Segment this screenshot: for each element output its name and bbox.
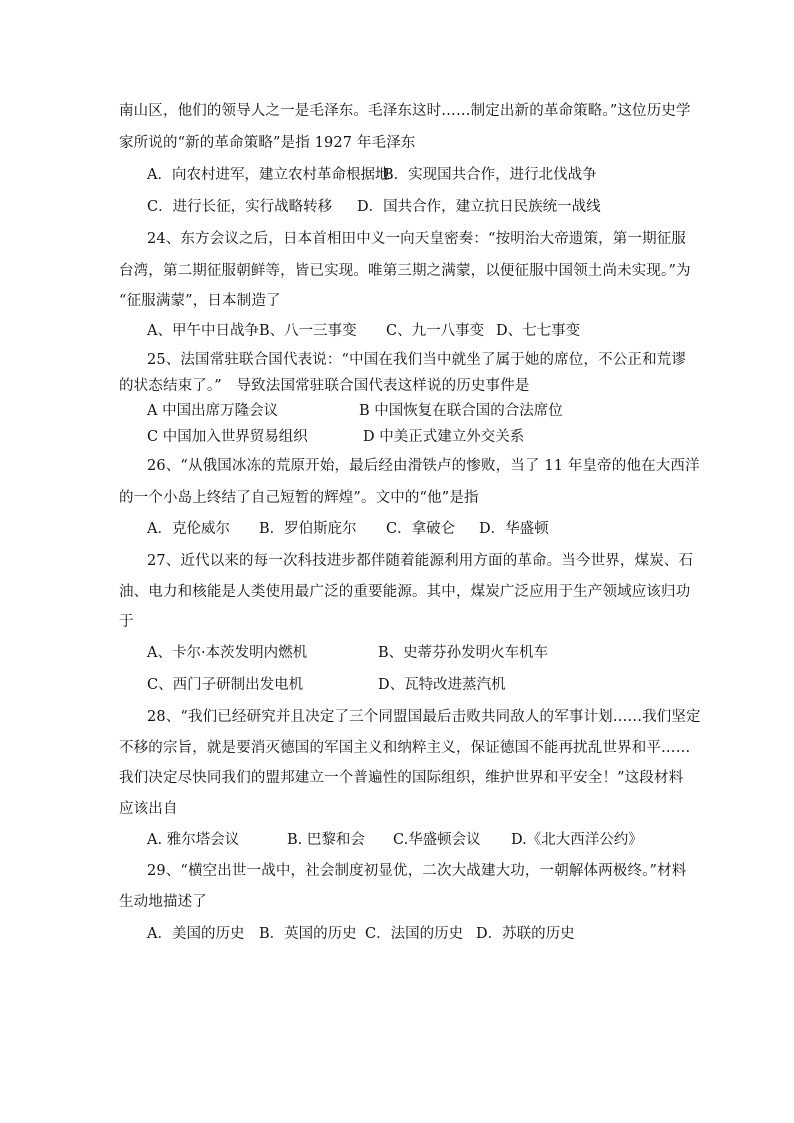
question-25-option-a: A 中国出席万隆会议 bbox=[147, 403, 279, 419]
question-24-option-d: D、七七事变 bbox=[496, 323, 581, 339]
question-25-option-b: B 中国恢复在联合国的合法席位 bbox=[359, 403, 563, 419]
question-29-stem: 生动地描述了 bbox=[119, 894, 207, 910]
question-23-option-a: A．向农村进军，建立农村革命根据地 bbox=[147, 167, 390, 183]
question-28-stem: 我们决定尽快同我们的盟邦建立一个普遍性的国际组织，维护世界和平安全！”这段材料 bbox=[119, 770, 684, 786]
question-23-text-line: 家所说的“新的革命策略”是指 1927 年毛泽东 bbox=[119, 135, 416, 151]
question-28-option-a: A. 雅尔塔会议 bbox=[147, 832, 240, 848]
question-27-option-c: C、西门子研制出发电机 bbox=[147, 677, 304, 693]
question-26-stem: 26、“从俄国冰冻的荒原开始，最后经由滑铁卢的惨败，当了 11 年皇帝的他在大西洋 bbox=[147, 458, 700, 474]
question-27-stem: 于 bbox=[119, 614, 134, 630]
question-29-option-a: A．美国的历史 bbox=[147, 926, 245, 942]
question-24-option-a: A、甲午中日战争 bbox=[147, 323, 259, 339]
question-26-stem: 的一个小岛上终结了自己短暂的辉煌”。文中的“他”是指 bbox=[119, 490, 479, 506]
question-29-option-d: D．苏联的历史 bbox=[476, 926, 575, 942]
question-27-option-d: D、瓦特改进蒸汽机 bbox=[378, 677, 506, 693]
question-28-option-b: B. 巴黎和会 bbox=[287, 832, 365, 848]
question-23-option-c: C．进行长征，实行战略转移 bbox=[147, 199, 333, 215]
question-23-option-d: D．国共合作，建立抗日民族统一战线 bbox=[357, 199, 601, 215]
question-24-option-c: C、九一八事变 bbox=[386, 323, 485, 339]
question-24-option-b: B、八一三事变 bbox=[259, 323, 357, 339]
question-23-option-b: B．实现国共合作，进行北伐战争 bbox=[383, 167, 597, 183]
question-26-option-b: B．罗伯斯庇尔 bbox=[259, 521, 357, 537]
question-26-option-a: A．克伦威尔 bbox=[147, 521, 230, 537]
question-27-option-a: A、卡尔·本茨发明内燃机 bbox=[147, 645, 308, 661]
question-28-stem: 应该出自 bbox=[119, 801, 178, 817]
question-25-option-c: C 中国加入世界贸易组织 bbox=[147, 429, 308, 445]
question-24-stem: “征服满蒙”，日本制造了 bbox=[119, 293, 281, 309]
question-25-stem: 25、法国常驻联合国代表说：“中国在我们当中就坐了属于她的席位，不公正和荒谬 bbox=[147, 352, 687, 368]
question-24-stem: 24、东方会议之后，日本首相田中义一向天皇密奏：“按明治大帝遗策，第一期征服 bbox=[147, 231, 687, 247]
question-29-option-c: C．法国的历史 bbox=[365, 926, 464, 942]
question-28-option-d: D.《北大西洋公约》 bbox=[511, 832, 643, 848]
question-29-stem: 29、“横空出世一战中，社会制度初显优，二次大战建大功，一朝解体两极终。”材料 bbox=[147, 863, 687, 879]
question-26-option-d: D．华盛顿 bbox=[479, 521, 549, 537]
question-27-option-b: B、史蒂芬孙发明火车机车 bbox=[378, 645, 549, 661]
question-28-stem: 28、“我们已经研究并且决定了三个同盟国最后击败共同敌人的军事计划……我们坚定 bbox=[147, 709, 701, 725]
question-26-option-c: C．拿破仑 bbox=[386, 521, 456, 537]
question-24-stem: 台湾，第二期征服朝鲜等，皆已实现。唯第三期之满蒙，以便征服中国领土尚未实现。”为 bbox=[119, 263, 691, 279]
question-29-option-b: B．英国的历史 bbox=[259, 926, 357, 942]
question-23-text-line: 南山区，他们的领导人之一是毛泽东。毛泽东这时……制定出新的革命策略。”这位历史学 bbox=[119, 103, 691, 119]
question-25-stem: 的状态结束了。” 导致法国常驻联合国代表这样说的历史事件是 bbox=[119, 378, 530, 394]
question-25-option-d: D 中美正式建立外交关系 bbox=[363, 429, 525, 445]
question-28-option-c: C.华盛顿会议 bbox=[393, 832, 481, 848]
question-27-stem: 27、近代以来的每一次科技进步都伴随着能源利用方面的革命。当今世界，煤炭、石 bbox=[147, 553, 694, 569]
question-27-stem: 油、电力和核能是人类使用最广泛的重要能源。其中，煤炭广泛应用于生产领域应该归功 bbox=[119, 584, 691, 600]
question-28-stem: 不移的宗旨，就是要消灭德国的军国主义和纳粹主义，保证德国不能再扰乱世界和平…… bbox=[119, 740, 691, 756]
